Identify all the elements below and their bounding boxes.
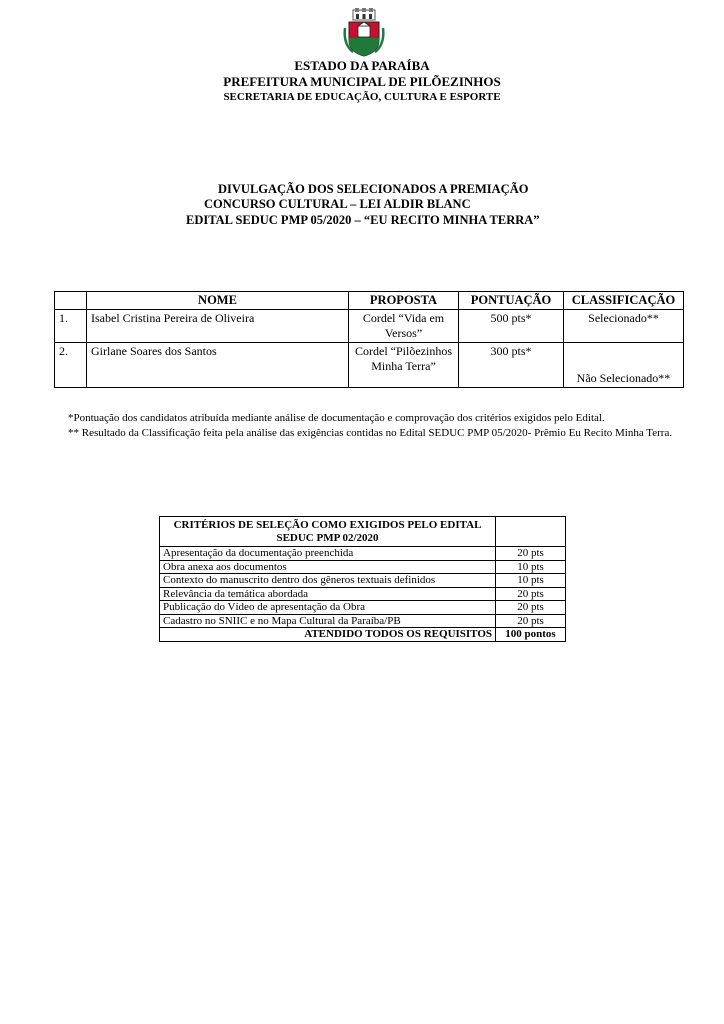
header-state: ESTADO DA PARAÍBA — [294, 58, 430, 73]
column-header-proposal: PROPOSTA — [349, 292, 459, 310]
table-row — [160, 587, 566, 601]
results-table — [54, 291, 684, 388]
column-header-name: NOME — [87, 292, 349, 310]
criterion-points: 20 pts — [496, 614, 566, 628]
title-line-2: CONCURSO CULTURAL – LEI ALDIR BLANC — [204, 197, 471, 211]
row-number: 2. — [55, 343, 87, 388]
proposal: Cordel “Pilõezinhos Minha Terra” — [349, 343, 459, 388]
table-row — [55, 310, 684, 343]
title-line-3: EDITAL SEDUC PMP 05/2020 – “EU RECITO MINHA TERRA” — [186, 213, 540, 227]
table-row — [160, 614, 566, 628]
footnote-score: *Pontuação dos candidatos atribuída mediante análise de documentação e comprovação dos critérios exigidos pelo Edital. — [68, 412, 605, 424]
criteria-header: CRITÉRIOS DE SELEÇÃO COMO EXIGIDOS PELO EDITAL SEDUC PMP 02/2020 — [160, 517, 496, 547]
criterion-points: 10 pts — [496, 560, 566, 574]
score: 500 pts* — [459, 310, 564, 343]
table-header-row — [55, 292, 684, 310]
candidate-name: Isabel Cristina Pereira de Oliveira — [87, 310, 349, 343]
table-row — [160, 574, 566, 588]
criterion-points: 20 pts — [496, 601, 566, 615]
criterion-points: 20 pts — [496, 587, 566, 601]
table-row — [160, 601, 566, 615]
header-secretariat: SECRETARIA DE EDUCAÇÃO, CULTURA E ESPORTE — [223, 91, 501, 103]
criterion-points: 10 pts — [496, 574, 566, 588]
table-row — [160, 547, 566, 561]
column-header — [55, 292, 87, 310]
classification: Selecionado** — [564, 310, 684, 343]
proposal: Cordel “Vida em Versos” — [349, 310, 459, 343]
total-label: ATENDIDO TODOS OS REQUISITOS — [160, 628, 496, 642]
total-points: 100 pontos — [496, 628, 566, 642]
classification: Não Selecionado** — [564, 343, 684, 388]
column-header-classification: CLASSIFICAÇÃO — [564, 292, 684, 310]
title-line-1: DIVULGAÇÃO DOS SELECIONADOS A PREMIAÇÃO — [218, 182, 529, 196]
criteria-total-row — [160, 628, 566, 642]
criterion-points: 20 pts — [496, 547, 566, 561]
candidate-name: Girlane Soares dos Santos — [87, 343, 349, 388]
criteria-header-points — [496, 517, 566, 547]
criterion-label: Contexto do manuscrito dentro dos gêneros textuais definidos — [160, 574, 496, 588]
criterion-label: Relevância da temática abordada — [160, 587, 496, 601]
criterion-label: Obra anexa aos documentos — [160, 560, 496, 574]
criteria-header-row — [160, 517, 566, 547]
header-municipality: PREFEITURA MUNICIPAL DE PILÕEZINHOS — [223, 74, 501, 89]
column-header-score: PONTUAÇÃO — [459, 292, 564, 310]
criterion-label: Publicação do Vídeo de apresentação da Obra — [160, 601, 496, 615]
table-row — [55, 343, 684, 388]
municipal-coat-of-arms-icon — [343, 8, 385, 58]
criterion-label: Apresentação da documentação preenchida — [160, 547, 496, 561]
criteria-table — [159, 516, 566, 642]
table-row — [160, 560, 566, 574]
criterion-label: Cadastro no SNIIC e no Mapa Cultural da Paraíba/PB — [160, 614, 496, 628]
score: 300 pts* — [459, 343, 564, 388]
row-number: 1. — [55, 310, 87, 343]
footnote-classification: ** Resultado da Classificação feita pela análise das exigências contidas no Edital SEDUC PMP 05/2020- Prêmio Eu Recito Minha Terra. — [68, 427, 673, 439]
